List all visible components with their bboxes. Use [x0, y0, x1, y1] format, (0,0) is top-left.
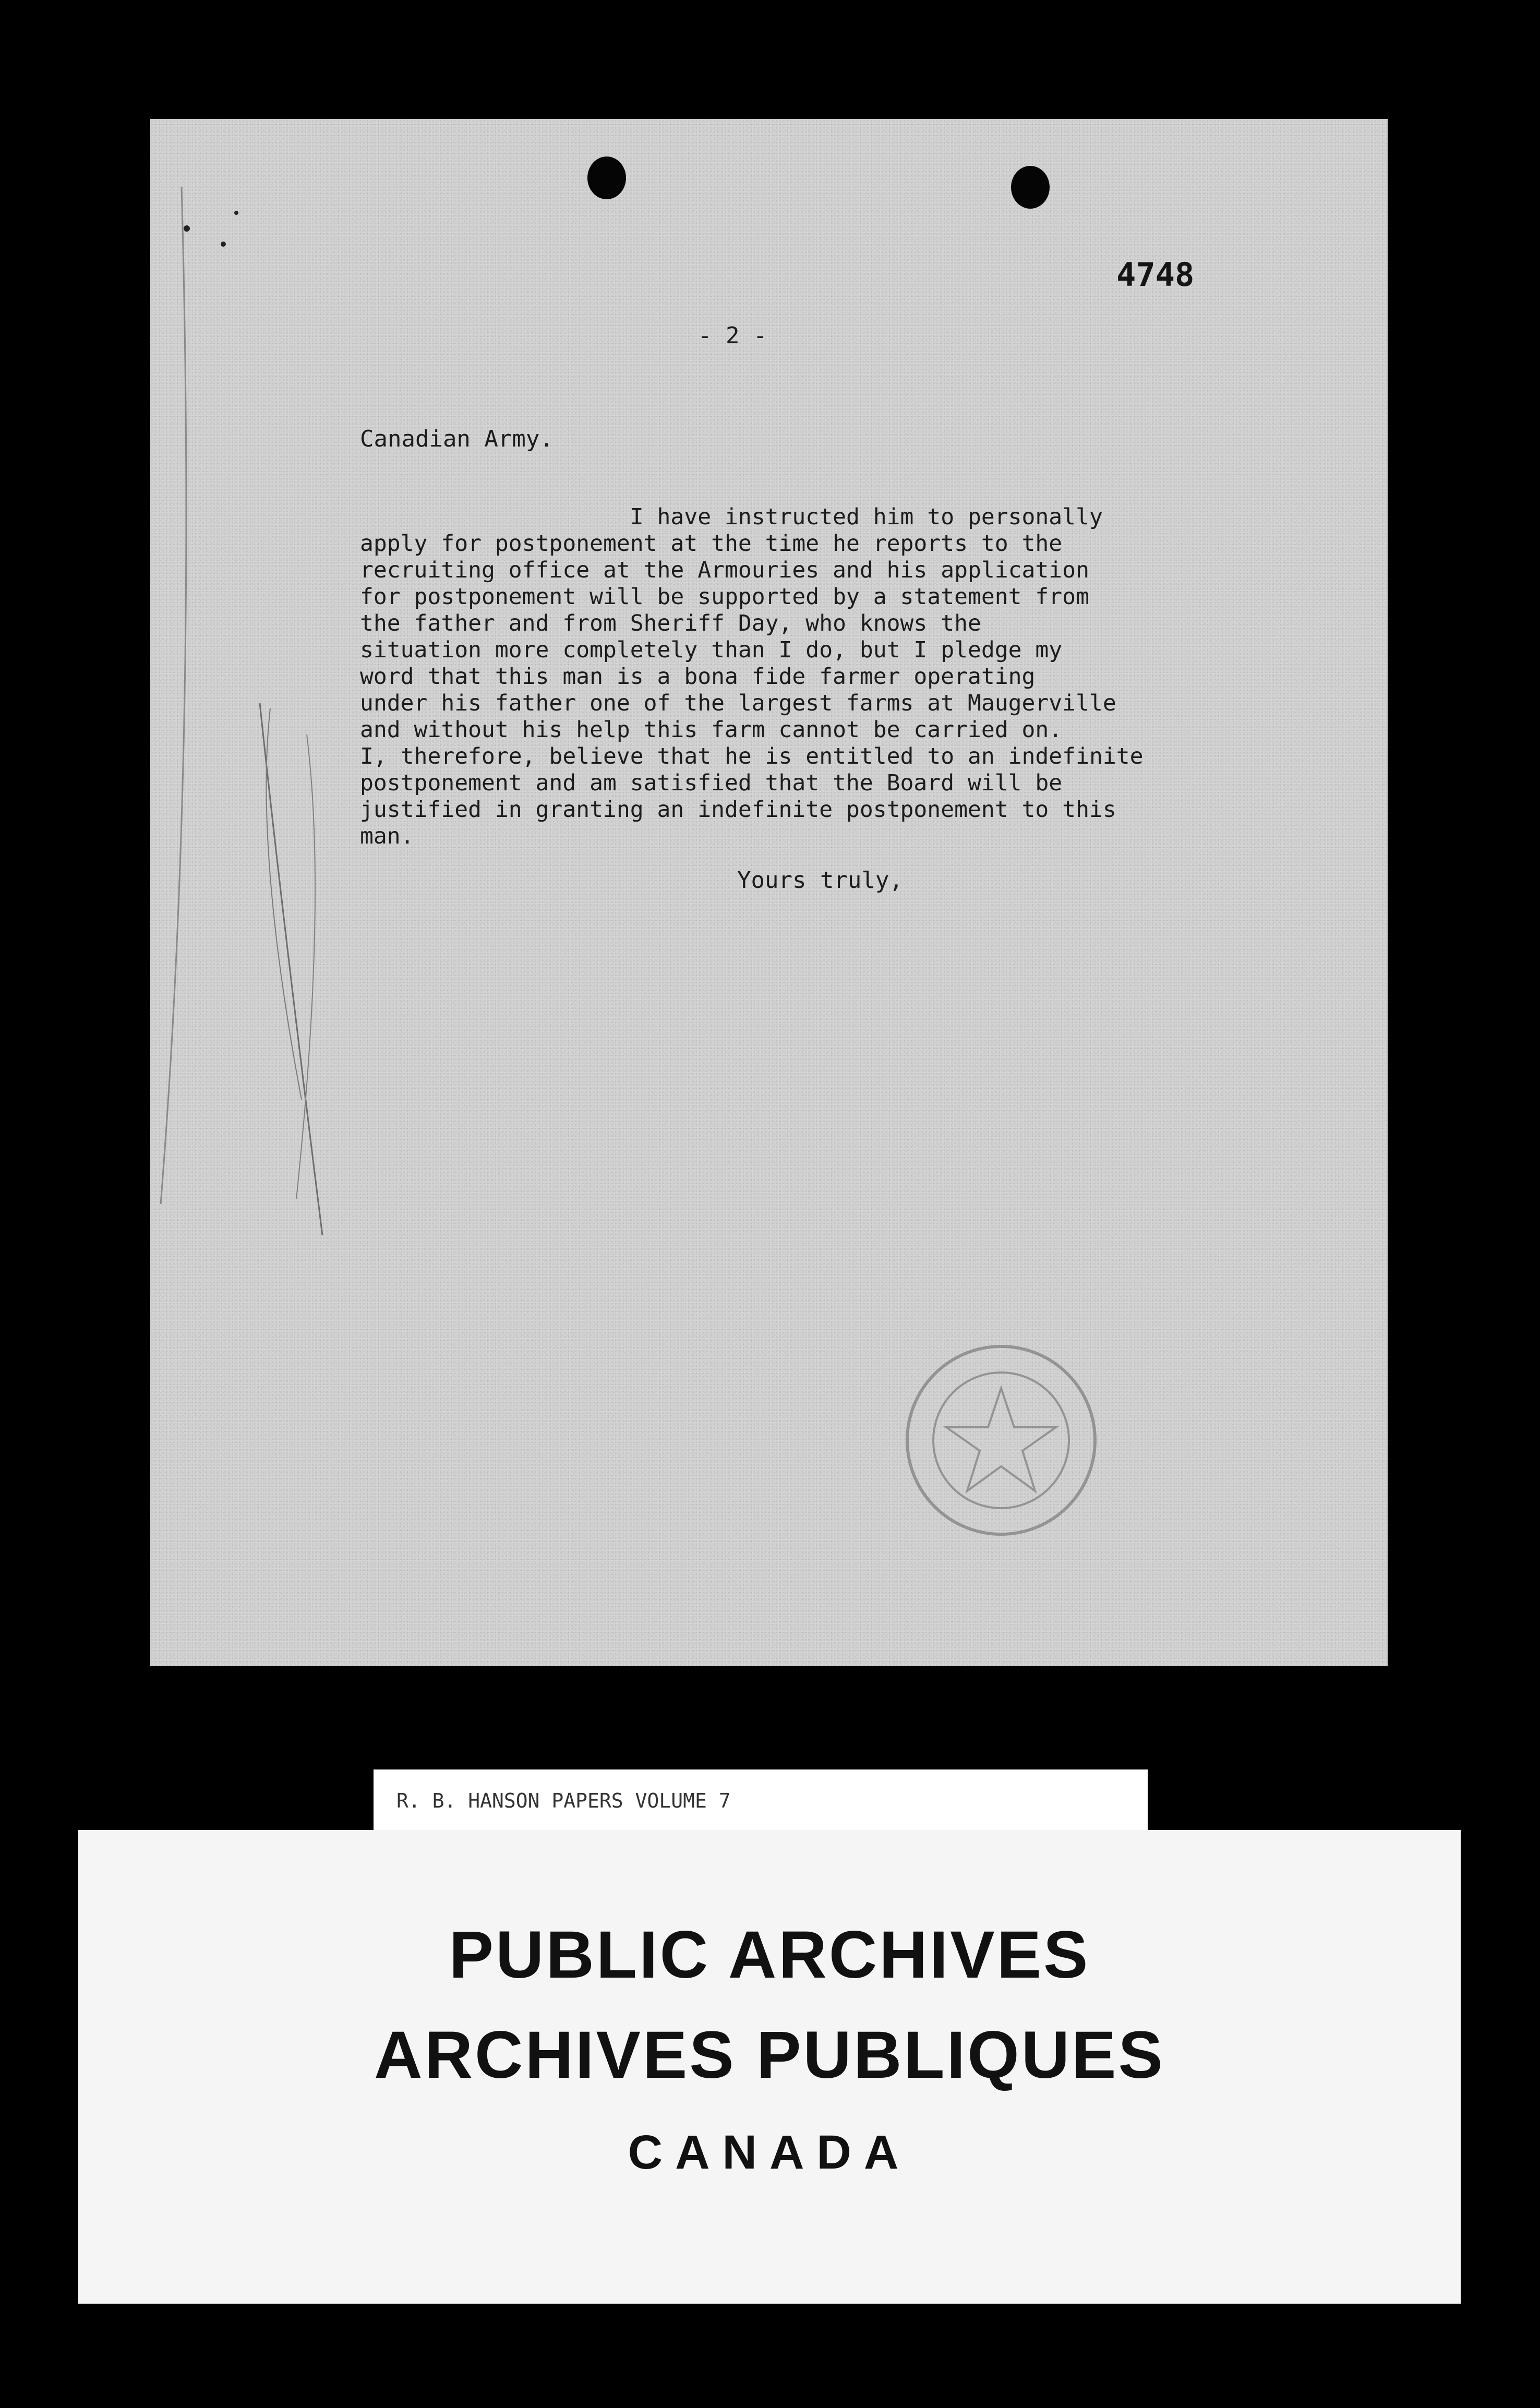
seal-stamp-icon [899, 1339, 1103, 1542]
punch-hole-left [587, 156, 626, 199]
closing: Yours truly, [737, 867, 903, 894]
letter-page [150, 119, 1388, 1666]
archive-line-public-archives: PUBLIC ARCHIVES [449, 1918, 1090, 1992]
page-number: - 2 - [698, 322, 767, 349]
volume-label-text: R. B. HANSON PAPERS VOLUME 7 [396, 1789, 731, 1812]
punch-hole-right [1011, 166, 1050, 209]
salutation: Canadian Army. [360, 426, 554, 452]
archive-line-canada: CANADA [628, 2126, 911, 2179]
archive-label [78, 1830, 1461, 2304]
volume-label [374, 1769, 1148, 1830]
letter-body: I have instructed him to personally apply for postponement at the time he reports to the recruiting office at the Armouries and his application for postponement will be supported by a statement from the father and from Sheriff Day, who knows the situation more completely than I do, but I pledge my word that this man is a bona fide farmer operating under his father one of the largest farms at Maugerville and without his help this farm cannot be carried on. I, therefore, believe that he is entitled to an indefinite postponement and am satisfied that the Board will be justified in granting an indefinite postponement to this man. [360, 504, 1144, 849]
document-number: 4748 [1116, 256, 1195, 294]
archive-line-archives-publiques: ARCHIVES PUBLIQUES [374, 2018, 1165, 2092]
